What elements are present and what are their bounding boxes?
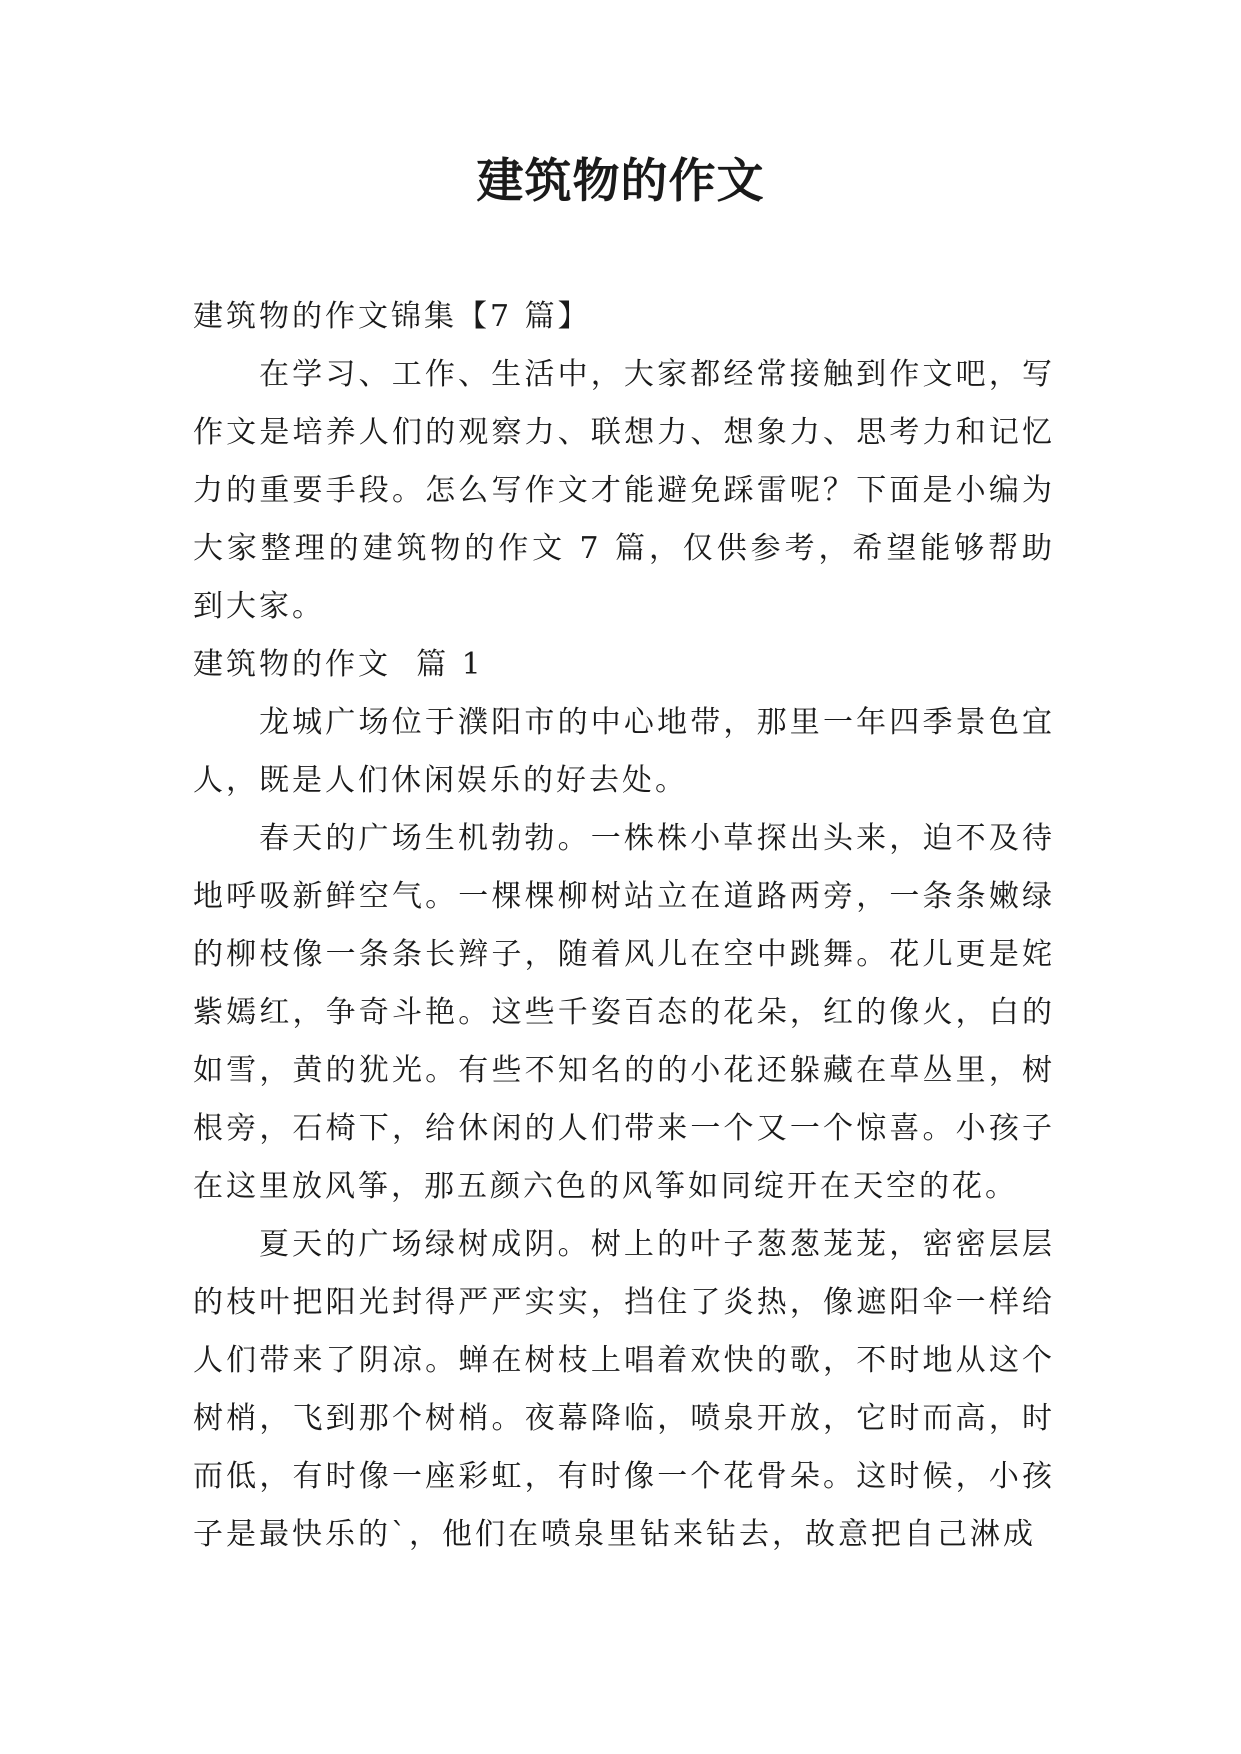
collection-subtitle: 建筑物的作文锦集【7 篇】 <box>193 299 591 334</box>
intro-paragraph: 在学习、工作、生活中，大家都经常接触到作文吧，写作文是培养人们的观察力、联想力、想象力、思考力和记忆力的重要手段。怎么写作文才能避免踩雷呢？下面是小编为大家整理的建筑物的作文 7 篇，仅供参考，希望能够帮助到大家。 <box>193 357 1055 624</box>
section-heading: 建筑物的作文 篇 1 <box>193 647 484 682</box>
document-title: 建筑物的作文 <box>476 154 765 209</box>
body-paragraph: 春天的广场生机勃勃。一株株小草探出头来，迫不及待地呼吸新鲜空气。一棵棵柳树站立在道路两旁，一条条嫩绿的柳枝像一条条长辫子，随着风儿在空中跳舞。花儿更是姹紫嫣红，争奇斗艳。这些千姿百态的花朵，红的像火，白的如雪，黄的犹光。有些不知名的的小花还躲藏在草丛里，树根旁，石椅下，给休闲的人们带来一个又一个惊喜。小孩子在这里放风筝，那五颜六色的风筝如同绽开在天空的花。 <box>193 821 1055 1204</box>
body-paragraph: 夏天的广场绿树成阴。树上的叶子葱葱茏茏，密密层层的枝叶把阳光封得严严实实，挡住了炎热，像遮阳伞一样给人们带来了阴凉。蝉在树枝上唱着欢快的歌，不时地从这个树梢，飞到那个树梢。夜幕降临，喷泉开放，它时而高，时而低，有时像一座彩虹，有时像一个花骨朵。这时候，小孩子是最快乐的`，他们在喷泉里钻来钻去，故意把自己淋成 <box>193 1227 1055 1552</box>
document-body <box>193 288 1055 1564</box>
body-paragraph: 龙城广场位于濮阳市的中心地带，那里一年四季景色宜人，既是人们休闲娱乐的好去处。 <box>193 705 1055 798</box>
